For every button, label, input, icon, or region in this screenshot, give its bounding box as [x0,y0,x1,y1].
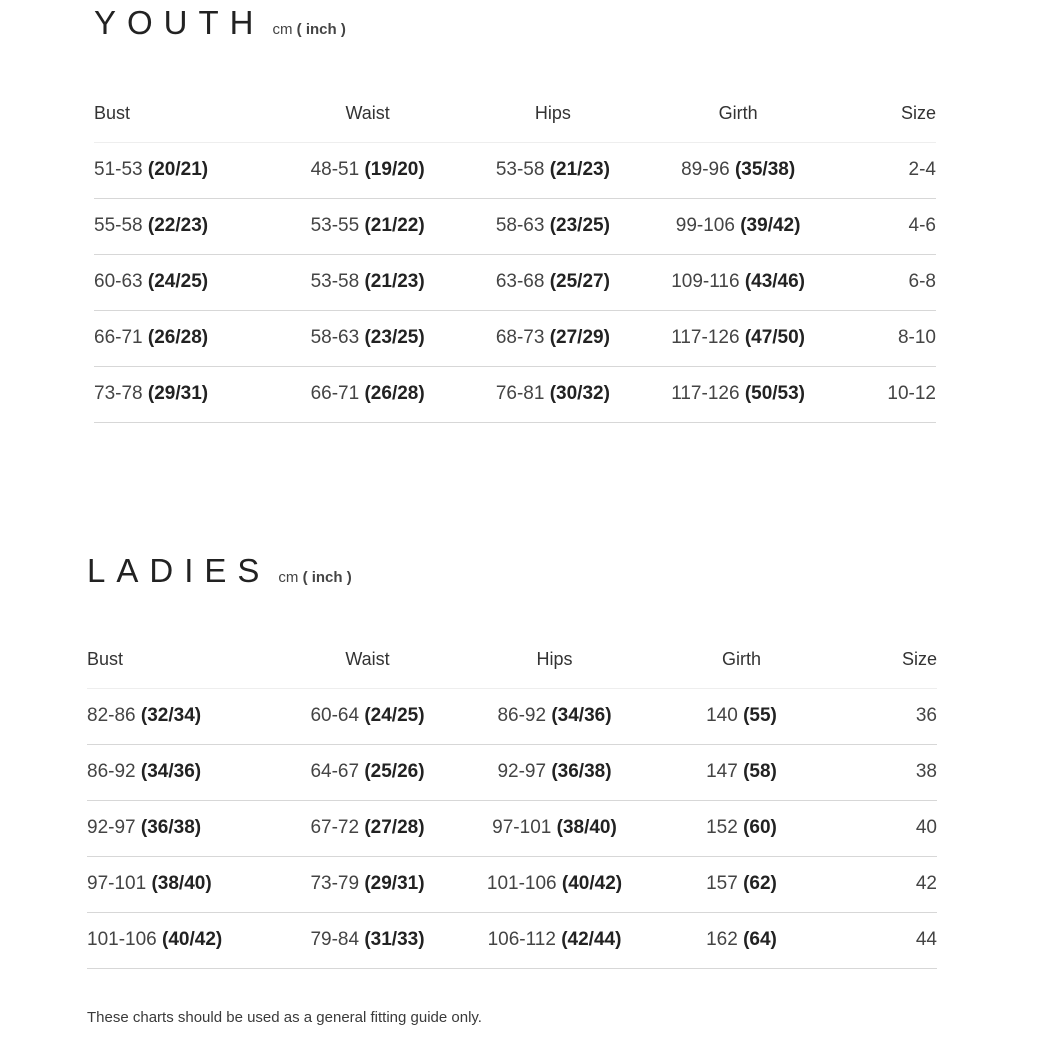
youth-cell-size: 6-8 [843,254,936,310]
girth-cm-value: 99-106 [675,215,735,236]
hips-inch-value: (30/32) [549,383,610,404]
bust-cm-value: 55-58 [94,215,143,236]
youth-cell-size: 2-4 [843,142,936,198]
ladies-cell-bust [87,688,266,744]
table-row [87,856,937,912]
ladies-cell-size: 36 [844,688,938,744]
hips-cm-value: 101-106 [486,873,557,894]
ladies-cell-waist [266,856,470,912]
hips-cm-value: 63-68 [495,271,545,292]
fitting-guide-note-line: These charts should be used as a general fitting guide only. [87,1009,482,1026]
ladies-header-row [87,632,937,688]
bust-inch-value: (24/25) [147,271,209,292]
hips-cm-value: 106-112 [487,929,556,950]
youth-cell-girth [633,142,844,198]
table-row [87,800,937,856]
hips-inch-value: (23/25) [549,215,610,236]
girth-inch-value: (47/50) [744,327,806,348]
youth-cell-size: 10-12 [843,366,936,422]
youth-cell-waist [262,366,473,422]
girth-inch-value: (62) [743,873,777,894]
ladies-cell-bust [87,800,266,856]
youth-cell-hips [473,142,633,198]
ladies-size-table [87,632,937,969]
girth-cm-value: 117-126 [671,383,740,404]
table-row [87,688,937,744]
youth-cell-size: 8-10 [843,310,936,366]
hips-inch-value: (42/44) [561,929,622,950]
bust-inch-value: (26/28) [147,327,209,348]
ladies-cell-hips [470,688,640,744]
waist-cm-value: 64-67 [310,761,360,782]
girth-cm-value: 152 [706,817,738,838]
girth-cm-value: 89-96 [681,159,730,180]
youth-cell-waist [262,142,473,198]
youth-cell-hips [473,254,633,310]
bust-cm-value: 82-86 [87,705,136,726]
hips-cm-value: 86-92 [497,705,547,726]
ladies-cell-size: 44 [844,912,938,968]
youth-units [273,21,346,38]
bust-cm-value: 101-106 [87,929,157,950]
ladies-cell-size: 38 [844,744,938,800]
ladies-cell-girth [640,856,844,912]
ladies-cell-girth [640,744,844,800]
girth-inch-value: (50/53) [744,383,806,404]
bust-inch-value: (32/34) [140,705,202,726]
youth-size-table [94,86,936,423]
youth-header-size: Size [843,86,936,142]
waist-cm-value: 48-51 [310,159,360,180]
waist-cm-value: 67-72 [310,817,360,838]
bust-inch-value: (29/31) [147,383,209,404]
youth-cell-bust [94,310,262,366]
table-row [94,310,936,366]
waist-cm-value: 79-84 [310,929,360,950]
ladies-header-waist: Waist [266,632,470,688]
youth-cell-bust [94,254,262,310]
bust-cm-value: 97-101 [87,873,147,894]
bust-inch-value: (36/38) [140,817,202,838]
waist-inch-value: (21/23) [364,271,425,292]
youth-units-cm: cm [272,21,293,38]
ladies-cell-size: 42 [844,856,938,912]
ladies-cell-girth [640,912,844,968]
bust-cm-value: 66-71 [94,327,143,348]
girth-cm-value: 140 [706,705,738,726]
ladies-header-bust: Bust [87,632,266,688]
girth-inch-value: (43/46) [744,271,806,292]
fitting-guide-note [87,1006,947,1030]
waist-inch-value: (27/28) [364,817,425,838]
waist-inch-value: (21/22) [364,215,425,236]
waist-inch-value: (23/25) [364,327,425,348]
ladies-cell-waist [266,744,470,800]
ladies-cell-girth [640,800,844,856]
ladies-cell-bust [87,744,266,800]
ladies-cell-bust [87,912,266,968]
hips-cm-value: 76-81 [495,383,545,404]
youth-cell-girth [633,198,844,254]
bust-inch-value: (40/42) [162,929,223,950]
ladies-title: LADIES [87,552,271,589]
table-row [94,366,936,422]
waist-cm-value: 66-71 [310,383,360,404]
youth-cell-bust [94,198,262,254]
ladies-cell-waist [266,688,470,744]
waist-inch-value: (31/33) [364,929,425,950]
youth-cell-bust [94,366,262,422]
youth-cell-waist [262,198,473,254]
bust-inch-value: (20/21) [147,159,209,180]
ladies-cell-waist [266,912,470,968]
ladies-section [87,548,937,969]
ladies-units-inch: ( inch ) [302,569,352,586]
ladies-title-row [87,548,937,602]
table-row [87,912,937,968]
ladies-units [278,569,351,586]
girth-cm-value: 109-116 [671,271,740,292]
ladies-cell-size: 40 [844,800,938,856]
hips-inch-value: (27/29) [549,327,610,348]
youth-header-waist: Waist [262,86,473,142]
waist-cm-value: 60-64 [310,705,360,726]
youth-cell-girth [633,310,844,366]
waist-inch-value: (25/26) [364,761,425,782]
hips-inch-value: (25/27) [549,271,610,292]
youth-title: YOUTH [94,4,265,41]
youth-cell-waist [262,254,473,310]
girth-cm-value: 162 [706,929,738,950]
ladies-header-size: Size [844,632,938,688]
waist-cm-value: 73-79 [310,873,360,894]
youth-cell-hips [473,198,633,254]
youth-section [94,0,936,423]
youth-header-girth: Girth [633,86,844,142]
ladies-cell-bust [87,856,266,912]
girth-cm-value: 147 [706,761,738,782]
girth-cm-value: 157 [706,873,738,894]
hips-inch-value: (21/23) [549,159,610,180]
bust-inch-value: (34/36) [140,761,202,782]
youth-header-row [94,86,936,142]
youth-cell-waist [262,310,473,366]
table-row [87,744,937,800]
youth-cell-girth [633,254,844,310]
youth-cell-girth [633,366,844,422]
ladies-cell-hips [470,912,640,968]
youth-cell-hips [473,310,633,366]
hips-cm-value: 58-63 [495,215,545,236]
hips-cm-value: 97-101 [492,817,552,838]
youth-header-hips: Hips [473,86,633,142]
ladies-cell-hips [470,800,640,856]
youth-cell-size: 4-6 [843,198,936,254]
girth-inch-value: (64) [743,929,777,950]
hips-cm-value: 53-58 [495,159,545,180]
bust-inch-value: (22/23) [147,215,209,236]
table-row [94,198,936,254]
waist-inch-value: (24/25) [364,705,425,726]
girth-inch-value: (60) [743,817,777,838]
waist-cm-value: 58-63 [310,327,360,348]
table-row [94,142,936,198]
hips-inch-value: (38/40) [556,817,617,838]
youth-cell-hips [473,366,633,422]
youth-title-row [94,0,936,54]
waist-cm-value: 53-58 [310,271,360,292]
girth-inch-value: (39/42) [740,215,801,236]
bust-cm-value: 92-97 [87,817,136,838]
table-row [94,254,936,310]
ladies-header-girth: Girth [640,632,844,688]
youth-cell-bust [94,142,262,198]
hips-inch-value: (34/36) [551,705,612,726]
youth-header-bust: Bust [94,86,262,142]
ladies-header-hips: Hips [470,632,640,688]
hips-inch-value: (36/38) [551,761,612,782]
ladies-units-cm: cm [278,569,299,586]
bust-cm-value: 60-63 [94,271,143,292]
girth-inch-value: (55) [743,705,777,726]
bust-inch-value: (38/40) [151,873,212,894]
hips-cm-value: 92-97 [497,761,547,782]
ladies-cell-hips [470,856,640,912]
bust-cm-value: 73-78 [94,383,143,404]
waist-cm-value: 53-55 [310,215,360,236]
bust-cm-value: 86-92 [87,761,136,782]
girth-inch-value: (58) [743,761,777,782]
ladies-cell-hips [470,744,640,800]
hips-inch-value: (40/42) [561,873,623,894]
waist-inch-value: (19/20) [364,159,425,180]
girth-cm-value: 117-126 [671,327,740,348]
bust-cm-value: 51-53 [94,159,143,180]
ladies-cell-waist [266,800,470,856]
youth-units-inch: ( inch ) [296,21,346,38]
girth-inch-value: (35/38) [734,159,796,180]
waist-inch-value: (29/31) [364,873,425,894]
ladies-cell-girth [640,688,844,744]
hips-cm-value: 68-73 [495,327,545,348]
waist-inch-value: (26/28) [364,383,425,404]
